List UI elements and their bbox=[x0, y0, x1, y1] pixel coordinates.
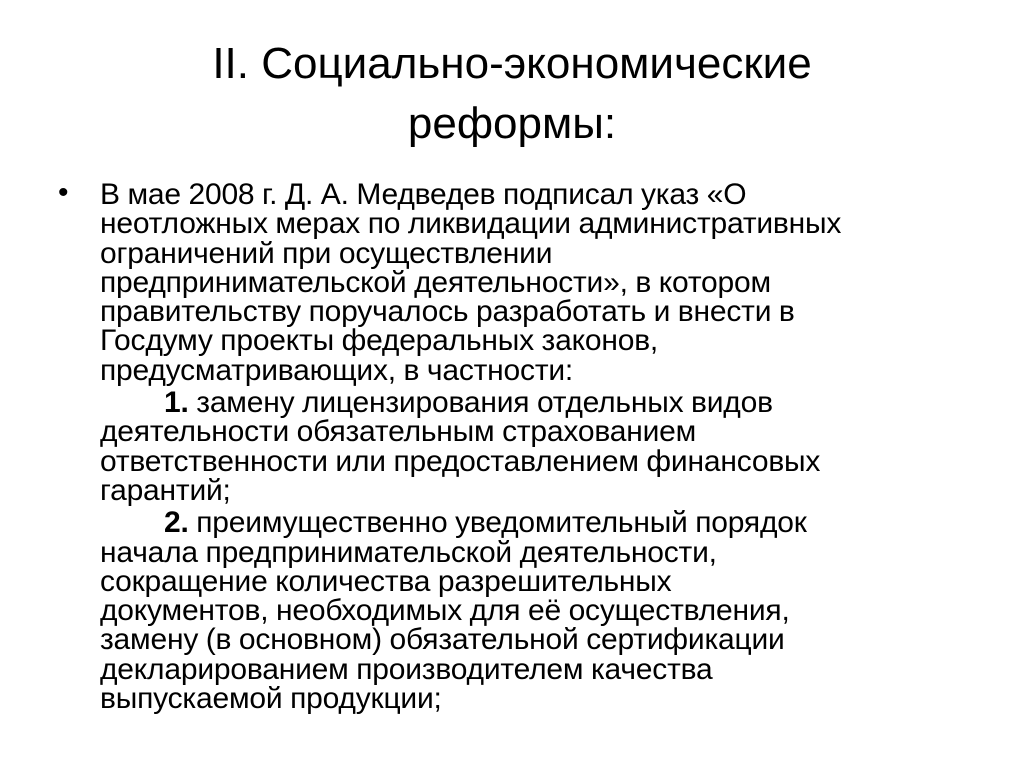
slide-title-line-1: II. Социально-экономические bbox=[212, 39, 812, 88]
list-item-line: деятельности обязательным страхованием bbox=[100, 415, 697, 449]
paragraph-line: Госдуму проекты федеральных законов, bbox=[100, 324, 659, 358]
paragraph-line: В мае 2008 г. Д. А. Медведев подписал указ «О bbox=[100, 178, 747, 211]
paragraph-line: предпринимательской деятельности», в котором bbox=[100, 265, 771, 299]
paragraph-line: ограничений при осуществлении bbox=[100, 236, 553, 270]
list-item-line: выпускаемой продукции; bbox=[100, 682, 442, 716]
slide-title bbox=[0, 34, 1024, 154]
list-item-line: декларированием производителем качества bbox=[100, 652, 713, 686]
paragraph-line: правительству поручалось разработать и внести в bbox=[100, 295, 795, 329]
list-item-line: документов, необходимых для её осуществления, bbox=[100, 594, 790, 628]
slide-body bbox=[100, 178, 1000, 716]
list-item-first-line bbox=[100, 386, 1000, 420]
list-item-first-line bbox=[100, 506, 1000, 540]
bullet-icon: • bbox=[58, 176, 69, 209]
list-item-2 bbox=[100, 506, 1000, 716]
slide-title-line-2: реформы: bbox=[407, 99, 617, 148]
paragraph-line: неотложных мерах по ликвидации административных bbox=[100, 207, 842, 241]
list-item-line: замену (в основном) обязательной сертификации bbox=[100, 623, 785, 657]
intro-paragraph bbox=[100, 180, 1000, 385]
list-item-number: 1. bbox=[164, 386, 189, 420]
paragraph-line: предусматривающих, в частности: bbox=[100, 353, 574, 387]
list-item-line: гарантий; bbox=[100, 473, 231, 507]
list-item-line: сокращение количества разрешительных bbox=[100, 564, 672, 598]
list-item-number: 2. bbox=[164, 506, 189, 540]
list-item-text: преимущественно уведомительный порядок bbox=[188, 506, 807, 540]
list-item-line: начала предпринимательской деятельности, bbox=[100, 535, 717, 569]
list-item-line: ответственности или предоставлением финансовых bbox=[100, 444, 821, 478]
list-item-1 bbox=[100, 388, 1000, 505]
list-item-text: замену лицензирования отдельных видов bbox=[188, 386, 773, 420]
